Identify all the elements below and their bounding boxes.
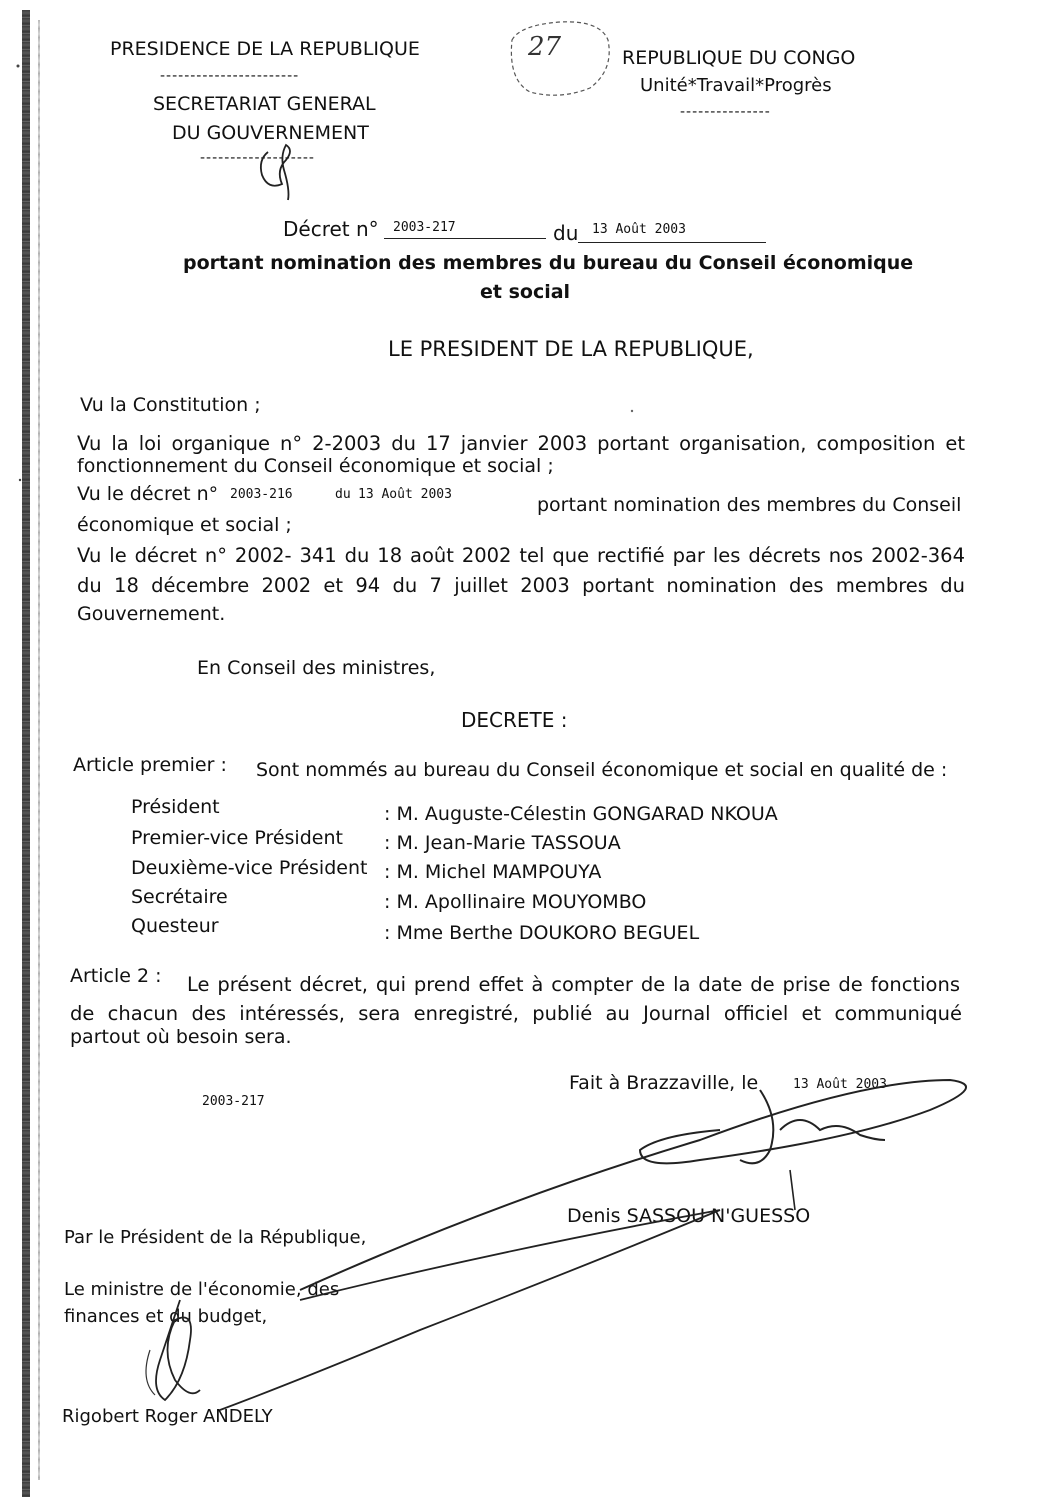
visa-loi-organique-line1: Vu la loi organique n° 2-2003 du 17 janvier 2003 portant organisation, composition et — [77, 432, 965, 455]
president-signature-tail — [790, 1170, 795, 1210]
decree-label: Décret n° — [283, 217, 379, 241]
president-signature-stroke — [300, 1080, 966, 1290]
decrete-heading: DECRETE : — [461, 708, 568, 732]
president-heading: LE PRESIDENT DE LA REPUBLIQUE, — [388, 337, 754, 361]
member-name: : M. Michel MAMPOUYA — [384, 861, 602, 883]
member-role: Secrétaire — [131, 886, 228, 908]
scan-speck — [631, 410, 633, 412]
countersign-line3: finances et du budget, — [64, 1306, 268, 1327]
visa-decret-date: 13 Août 2003 — [358, 487, 452, 502]
scan-border — [22, 10, 30, 1497]
presidence-title: PRESIDENCE DE LA REPUBLIQUE — [110, 38, 420, 60]
secretariat-title: SECRETARIAT GENERAL — [153, 93, 376, 115]
place-text: Fait à Brazzaville, le — [569, 1072, 759, 1094]
header-right-separator: --------------- — [680, 104, 771, 120]
header-left-separator: ----------------------- — [160, 68, 300, 84]
member-role: Président — [131, 796, 220, 818]
member-name: : M. Auguste-Célestin GONGARAD NKOUA — [384, 803, 778, 825]
visa-decret-du: du — [335, 487, 351, 502]
president-signature-flourish — [740, 1090, 885, 1163]
president-signatory-name: Denis SASSOU N'GUESSO — [567, 1205, 811, 1227]
article1-label: Article premier : — [73, 754, 227, 776]
visa-decret-line2: économique et social ; — [77, 514, 292, 536]
countersign-line2: Le ministre de l'économie, des — [64, 1279, 340, 1300]
article2-line2: de chacun des intéressés, sera enregistré, publié au Journal officiel et communiqué — [70, 1002, 962, 1025]
member-role: Deuxième-vice Président — [131, 857, 368, 879]
council-line: En Conseil des ministres, — [197, 657, 436, 679]
member-role: Questeur — [131, 915, 219, 937]
header-left-separator-2: ------------------- — [200, 150, 315, 166]
country-title: REPUBLIQUE DU CONGO — [622, 47, 856, 69]
member-name: : M. Jean-Marie TASSOUA — [384, 832, 621, 854]
visa-decret-number: 2003-216 — [230, 487, 293, 502]
scan-speck — [19, 479, 21, 481]
decree-date-underline — [578, 222, 766, 243]
country-motto: Unité*Travail*Progrès — [640, 75, 832, 96]
visa-decret-prefix: Vu le décret n° — [77, 483, 219, 505]
minister-signature-detail — [146, 1350, 155, 1395]
scan-speck — [17, 65, 20, 68]
member-name: : Mme Berthe DOUKORO BEGUEL — [384, 922, 700, 944]
visa-gouvernement-line2: du 18 décembre 2002 et 94 du 7 juillet 2003 portant nomination des membres du — [77, 574, 965, 597]
article2-line3: partout où besoin sera. — [70, 1026, 292, 1048]
visa-constitution: Vu la Constitution ; — [80, 394, 261, 416]
visa-loi-organique-line2: fonctionnement du Conseil économique et social ; — [77, 455, 554, 477]
scan-border-thin — [38, 20, 40, 1480]
article2-label: Article 2 : — [70, 965, 162, 987]
decree-subject-line2: et social — [480, 281, 571, 303]
countersign-line1: Par le Président de la République, — [64, 1227, 367, 1248]
decree-subject-line1: portant nomination des membres du bureau du Conseil économique — [183, 252, 914, 274]
article2-line1: Le présent décret, qui prend effet à compter de la date de prise de fonctions — [187, 973, 960, 996]
visa-decret-rest: portant nomination des membres du Conseil — [537, 494, 962, 516]
registration-number: 2003-217 — [202, 1094, 265, 1109]
visa-gouvernement-line3: Gouvernement. — [77, 603, 226, 625]
place-date: 13 Août 2003 — [793, 1077, 887, 1092]
visa-gouvernement-line1: Vu le décret n° 2002- 341 du 18 août 2002 tel que rectifié par les décrets nos 2002-364 — [77, 544, 965, 567]
handwritten-page-number: 27 — [528, 32, 562, 62]
minister-name: Rigobert Roger ANDELY — [62, 1406, 273, 1427]
decree-number: 2003-217 — [393, 220, 456, 235]
gouvernement-title: DU GOUVERNEMENT — [172, 122, 369, 144]
member-role: Premier-vice Président — [131, 827, 343, 849]
article1-text: Sont nommés au bureau du Conseil économique et social en qualité de : — [256, 759, 948, 781]
decree-number-underline — [384, 218, 546, 239]
decree-date: 13 Août 2003 — [592, 222, 686, 237]
decree-du: du — [553, 221, 579, 245]
member-name: : M. Apollinaire MOUYOMBO — [384, 891, 647, 913]
